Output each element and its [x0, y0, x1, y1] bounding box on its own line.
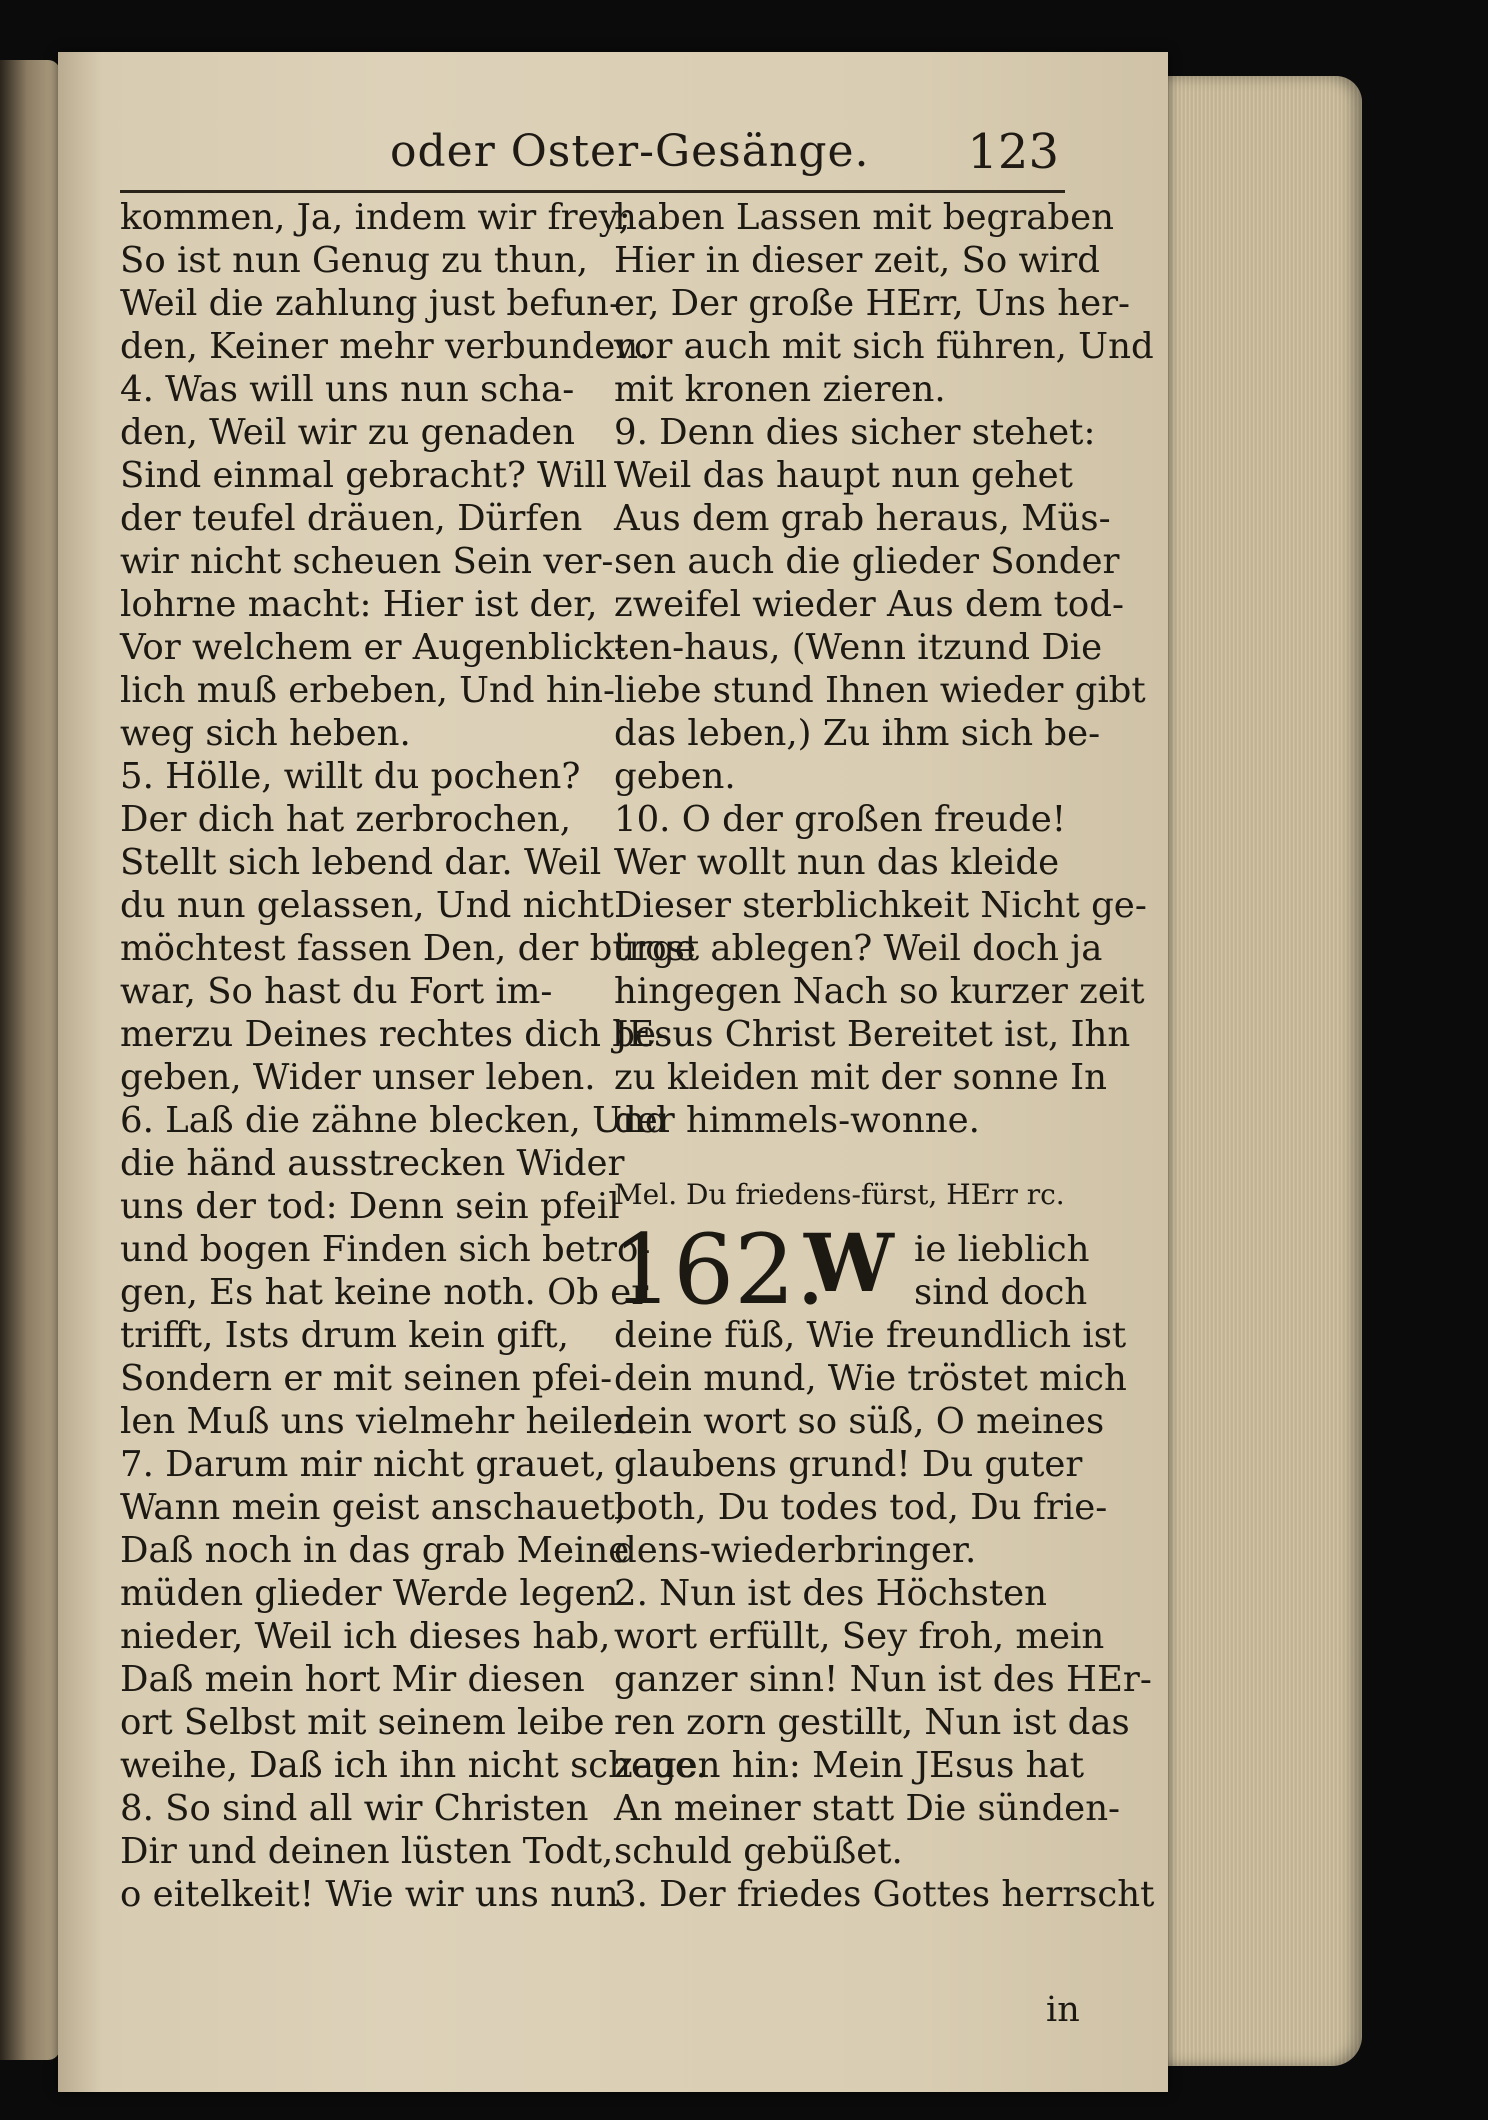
- text-line: du nun gelassen, Und nicht: [120, 885, 614, 926]
- text-line: ren zorn gestillt, Nun ist das: [614, 1702, 1130, 1743]
- text-line: ie lieblich: [914, 1229, 1090, 1270]
- text-line: geben, Wider unser leben.: [120, 1057, 596, 1098]
- text-line: ort Selbst mit seinem leibe: [120, 1702, 605, 1743]
- text-line: Wer wollt nun das kleide: [614, 842, 1060, 883]
- text-line: der teufel dräuen, Dürfen: [120, 498, 583, 539]
- hymn-text-column: [614, 1314, 1154, 1916]
- running-title: oder Oster-Gesänge.: [390, 126, 870, 177]
- text-line: dein wort so süß, O meines: [614, 1401, 1105, 1442]
- text-line: Daß mein hort Mir diesen: [120, 1659, 585, 1700]
- text-line: dein mund, Wie tröstet mich: [614, 1358, 1127, 1399]
- text-line: len Muß uns vielmehr heilen.: [120, 1401, 648, 1442]
- text-line: Weil das haupt nun gehet: [614, 455, 1073, 496]
- hymn-number: 162.: [612, 1214, 826, 1326]
- text-line: gen, Es hat keine noth. Ob er: [120, 1272, 649, 1313]
- text-line: vor auch mit sich führen, Und: [614, 326, 1154, 367]
- text-line: ten-haus, (Wenn itzund Die: [614, 627, 1103, 668]
- text-line: both, Du todes tod, Du frie-: [614, 1487, 1108, 1528]
- left-text-column: [120, 196, 708, 1916]
- text-line: 6. Laß die zähne blecken, Und: [120, 1100, 668, 1141]
- text-line: Aus dem grab heraus, Müs-: [614, 498, 1111, 539]
- text-line: nieder, Weil ich dieses hab,: [120, 1616, 611, 1657]
- text-line: den, Weil wir zu genaden: [120, 412, 575, 453]
- hymn-first-lines: [914, 1228, 1090, 1314]
- text-line: Hier in dieser zeit, So wird: [614, 240, 1100, 281]
- text-line: müden glieder Werde legen: [120, 1573, 619, 1614]
- melody-indication: Mel. Du friedens-fürst, HErr rc.: [614, 1178, 1065, 1211]
- text-line: Wann mein geist anschauet,: [120, 1487, 627, 1528]
- text-line: kommen, Ja, indem wir frey;: [120, 197, 631, 238]
- text-line: der himmels-wonne.: [614, 1100, 980, 1141]
- text-line: Weil die zahlung just befun-: [120, 283, 622, 324]
- text-line: lich muß erbeben, Und hin-: [120, 670, 616, 711]
- previous-page-edge: [0, 60, 60, 2060]
- text-line: 10. O der großen freude!: [614, 799, 1067, 840]
- text-line: 9. Denn dies sicher stehet:: [614, 412, 1096, 453]
- text-line: trifft, Ists drum kein gift,: [120, 1315, 569, 1356]
- text-line: er, Der große HErr, Uns her-: [614, 283, 1131, 324]
- text-line: schuld gebüßet.: [614, 1831, 903, 1872]
- text-line: uns der tod: Denn sein pfeil: [120, 1186, 620, 1227]
- text-line: trost ablegen? Weil doch ja: [614, 928, 1103, 969]
- text-line: das leben,) Zu ihm sich be-: [614, 713, 1101, 754]
- text-line: 5. Hölle, willt du pochen?: [120, 756, 581, 797]
- text-line: Stellt sich lebend dar. Weil: [120, 842, 602, 883]
- text-line: zu kleiden mit der sonne In: [614, 1057, 1108, 1098]
- text-line: Vor welchem er Augenblick-: [120, 627, 627, 668]
- text-line: weg sich heben.: [120, 713, 411, 754]
- text-line: Dieser sterblichkeit Nicht ge-: [614, 885, 1147, 926]
- text-line: zweifel wieder Aus dem tod-: [614, 584, 1125, 625]
- text-line: weihe, Daß ich ihn nicht scheue.: [120, 1745, 708, 1786]
- text-line: glaubens grund! Du guter: [614, 1444, 1083, 1485]
- text-line: zagen hin: Mein JEsus hat: [614, 1745, 1084, 1786]
- page-header: [120, 120, 1065, 193]
- text-line: möchtest fassen Den, der bürge: [120, 928, 696, 969]
- text-line: dens-wiederbringer.: [614, 1530, 977, 1571]
- text-line: wir nicht scheuen Sein ver-: [120, 541, 614, 582]
- text-line: JEsus Christ Bereitet ist, Ihn: [614, 1014, 1131, 1055]
- text-line: war, So hast du Fort im-: [120, 971, 553, 1012]
- text-line: mit kronen zieren.: [614, 369, 946, 410]
- text-line: o eitelkeit! Wie wir uns nun: [120, 1874, 619, 1915]
- text-line: 3. Der friedes Gottes herrscht: [614, 1874, 1155, 1915]
- text-line: die händ ausstrecken Wider: [120, 1143, 625, 1184]
- catchword: in: [1046, 1990, 1080, 2030]
- text-line: 4. Was will uns nun scha-: [120, 369, 575, 410]
- text-line: sen auch die glieder Sonder: [614, 541, 1120, 582]
- text-line: deine füß, Wie freundlich ist: [614, 1315, 1127, 1356]
- text-line: 7. Darum mir nicht grauet,: [120, 1444, 606, 1485]
- text-line: hingegen Nach so kurzer zeit: [614, 971, 1145, 1012]
- text-line: geben.: [614, 756, 736, 797]
- text-line: den, Keiner mehr verbunden.: [120, 326, 650, 367]
- text-line: und bogen Finden sich betro-: [120, 1229, 651, 1270]
- text-line: ganzer sinn! Nun ist des HEr-: [614, 1659, 1152, 1700]
- text-line: sind doch: [914, 1272, 1088, 1313]
- book-fore-edge: [1162, 76, 1362, 2066]
- drop-cap-initial: W: [804, 1216, 894, 1310]
- text-line: liebe stund Ihnen wieder gibt: [614, 670, 1146, 711]
- text-line: haben Lassen mit begraben: [614, 197, 1114, 238]
- text-line: Dir und deinen lüsten Todt,: [120, 1831, 614, 1872]
- text-line: Sind einmal gebracht? Will: [120, 455, 608, 496]
- text-line: Daß noch in das grab Meine: [120, 1530, 630, 1571]
- text-line: Der dich hat zerbrochen,: [120, 799, 572, 840]
- right-text-column-top: [614, 196, 1154, 1142]
- text-line: An meiner statt Die sünden-: [614, 1788, 1121, 1829]
- text-line: So ist nun Genug zu thun,: [120, 240, 589, 281]
- text-line: lohrne macht: Hier ist der,: [120, 584, 598, 625]
- text-line: 8. So sind all wir Christen: [120, 1788, 589, 1829]
- page-number: 123: [967, 124, 1059, 180]
- text-line: merzu Deines rechtes dich be-: [120, 1014, 669, 1055]
- text-line: Sondern er mit seinen pfei-: [120, 1358, 613, 1399]
- text-line: wort erfüllt, Sey froh, mein: [614, 1616, 1105, 1657]
- text-line: 2. Nun ist des Höchsten: [614, 1573, 1048, 1614]
